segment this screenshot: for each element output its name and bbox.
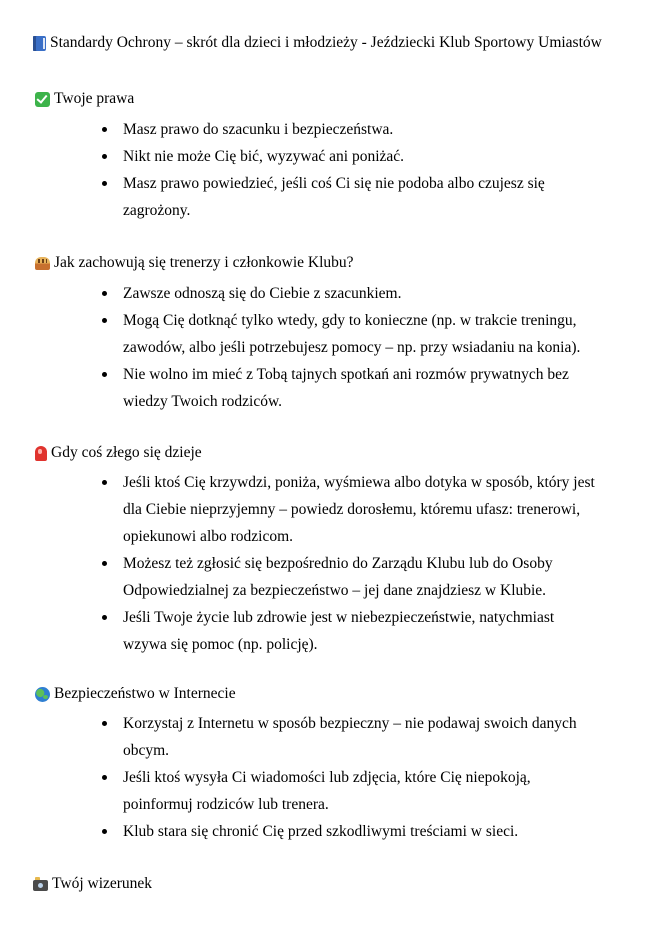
list-item: Jeśli ktoś wysyła Ci wiadomości lub zdjęcia, które Cię niepokoją, poinformuj rodziców lub trenera. [0, 764, 598, 818]
section-heading-text: Twoje prawa [54, 90, 135, 107]
section-heading-your-image [33, 874, 152, 894]
section-heading-staff-conduct [35, 253, 354, 273]
list-item: Zawsze odnoszą się do Ciebie z szacunkiem. [0, 280, 598, 307]
list-item: Korzystaj z Internetu w sposób bezpieczny – nie podawaj swoich danych obcym. [0, 710, 598, 764]
section-heading-when-bad-happens [35, 443, 202, 463]
section-heading-text: Twój wizerunek [52, 875, 153, 892]
people-icon [35, 257, 50, 270]
document-title [33, 33, 602, 53]
section-heading-text: Bezpieczeństwo w Internecie [54, 685, 236, 702]
globe-icon [35, 687, 50, 702]
camera-icon [33, 880, 48, 891]
book-icon [33, 36, 46, 51]
section-heading-rights [35, 89, 134, 109]
section-heading-internet-safety [35, 684, 236, 704]
siren-icon [35, 446, 47, 461]
section-heading-text: Gdy coś złego się dzieje [51, 444, 202, 461]
list-item: Możesz też zgłosić się bezpośrednio do Zarządu Klubu lub do Osoby Odpowiedzialnej za bezpieczeństwo – jej dane znajdziesz w Klubie. [0, 550, 598, 604]
section-list-internet-safety [0, 710, 656, 845]
section-list-when-bad-happens [0, 469, 656, 658]
section-list-staff-conduct [0, 280, 656, 415]
list-item: Masz prawo powiedzieć, jeśli coś Ci się nie podoba albo czujesz się zagrożony. [0, 170, 598, 224]
list-item: Jeśli Twoje życie lub zdrowie jest w niebezpieczeństwie, natychmiast wzywa się pomoc (np. policję). [0, 604, 598, 658]
list-item: Nie wolno im mieć z Tobą tajnych spotkań ani rozmów prywatnych bez wiedzy Twoich rodziców. [0, 361, 598, 415]
list-item: Masz prawo do szacunku i bezpieczeństwa. [0, 116, 598, 143]
section-list-rights [0, 116, 656, 224]
list-item: Nikt nie może Cię bić, wyzywać ani poniżać. [0, 143, 598, 170]
section-heading-text: Jak zachowują się trenerzy i członkowie Klubu? [54, 254, 354, 271]
document-title-text: Standardy Ochrony – skrót dla dzieci i młodzieży - Jeździecki Klub Sportowy Umiastów [50, 34, 602, 51]
check-icon [35, 92, 50, 107]
list-item: Mogą Cię dotknąć tylko wtedy, gdy to konieczne (np. w trakcie treningu, zawodów, albo jeśli potrzebujesz pomocy – np. przy wsiadaniu na konia). [0, 307, 598, 361]
list-item: Jeśli ktoś Cię krzywdzi, poniża, wyśmiewa albo dotyka w sposób, który jest dla Ciebie nieprzyjemny – powiedz dorosłemu, któremu ufasz: trenerowi, opiekunowi albo rodzicom. [0, 469, 598, 550]
list-item: Klub stara się chronić Cię przed szkodliwymi treściami w sieci. [0, 818, 598, 845]
